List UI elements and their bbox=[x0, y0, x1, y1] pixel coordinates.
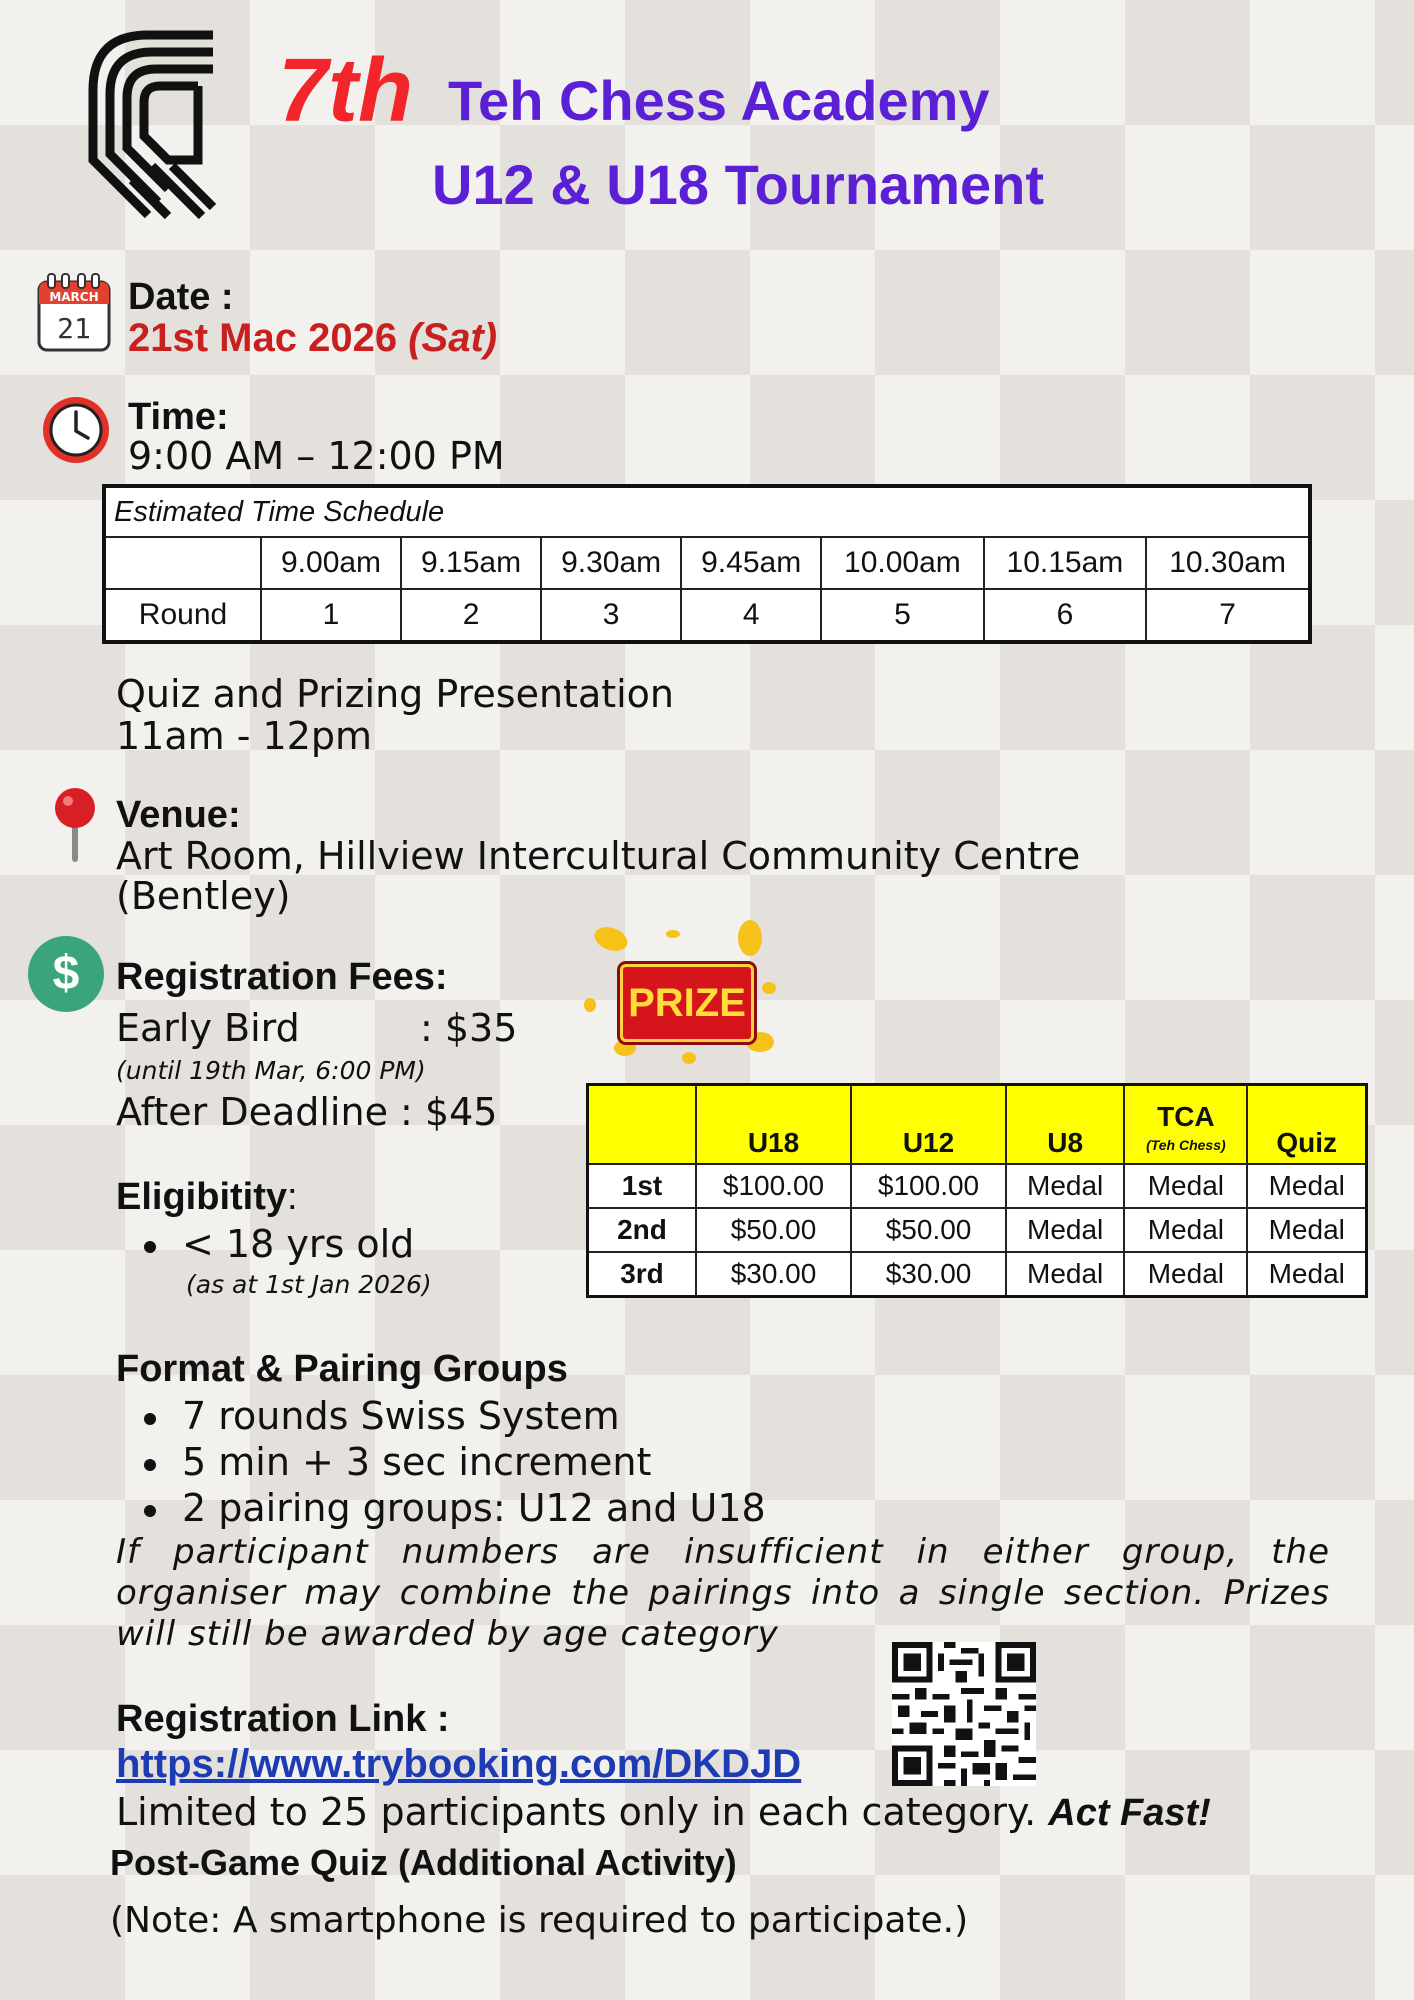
prize-badge bbox=[584, 920, 784, 1070]
prize-badge-text: PRIZE bbox=[620, 964, 754, 1042]
schedule-round-cell: 6 bbox=[984, 589, 1146, 642]
prize-table bbox=[586, 1083, 1368, 1298]
schedule-round-cell: 2 bbox=[401, 589, 541, 642]
title-line-2: U12 & U18 Tournament bbox=[432, 153, 1044, 216]
prize-cell: Medal bbox=[1006, 1208, 1124, 1252]
post-quiz-title: Post-Game Quiz (Additional Activity) bbox=[110, 1842, 737, 1883]
quiz-presentation-title: Quiz and Prizing Presentation bbox=[116, 672, 675, 716]
schedule-round-cell: 1 bbox=[261, 589, 401, 642]
format-item-text: 7 rounds Swiss System bbox=[182, 1394, 620, 1438]
prize-cell: $30.00 bbox=[851, 1252, 1006, 1297]
prize-cell: Medal bbox=[1124, 1208, 1247, 1252]
edition-number: 7th bbox=[278, 41, 413, 141]
date-label: Date : bbox=[128, 276, 234, 318]
format-item-text: 5 min + 3 sec increment bbox=[182, 1440, 652, 1484]
registration-limit-text: Limited to 25 participants only in each category. bbox=[116, 1790, 1037, 1834]
eligibility-item bbox=[144, 1222, 414, 1266]
prize-cell: $30.00 bbox=[696, 1252, 851, 1297]
gold-coin bbox=[682, 1052, 696, 1064]
prize-header-cell: U8 bbox=[1006, 1085, 1124, 1165]
schedule-time-cell: 10.15am bbox=[984, 537, 1146, 589]
registration-label: Registration Link : bbox=[116, 1698, 450, 1740]
bullet-dot bbox=[144, 1241, 156, 1253]
gold-coin bbox=[666, 930, 680, 938]
format-item bbox=[144, 1394, 620, 1438]
schedule-round-cell: 4 bbox=[681, 589, 821, 642]
prize-cell: Medal bbox=[1124, 1164, 1247, 1208]
dollar-icon: $ bbox=[28, 936, 104, 1012]
venue-line-1: Art Room, Hillview Intercultural Community Centre bbox=[116, 834, 1081, 878]
prize-header-cell: Quiz bbox=[1247, 1085, 1366, 1165]
format-item bbox=[144, 1440, 651, 1484]
prize-rank: 2nd bbox=[588, 1208, 697, 1252]
quiz-presentation-time: 11am - 12pm bbox=[116, 714, 373, 758]
schedule-table bbox=[102, 484, 1312, 644]
prize-header-corner bbox=[588, 1085, 697, 1165]
prize-cell: Medal bbox=[1247, 1252, 1366, 1297]
after-deadline-price: After Deadline : $45 bbox=[116, 1090, 498, 1134]
bullet-dot bbox=[144, 1459, 156, 1471]
schedule-time-row bbox=[104, 537, 1310, 589]
venue-line-2: (Bentley) bbox=[116, 874, 291, 918]
gold-coin bbox=[591, 923, 630, 955]
eligibility-label: Eligibitity bbox=[116, 1176, 287, 1218]
schedule-round-label: Round bbox=[104, 589, 261, 642]
academy-logo bbox=[88, 30, 218, 220]
prize-header-cell: U18 bbox=[696, 1085, 851, 1165]
gold-coin bbox=[584, 998, 596, 1012]
prize-cell: Medal bbox=[1006, 1164, 1124, 1208]
schedule-time-cell: 9.30am bbox=[541, 537, 681, 589]
schedule-time-cell: 10.00am bbox=[821, 537, 983, 589]
title-line-1: Teh Chess Academy bbox=[448, 69, 990, 132]
eligibility-note: (as at 1st Jan 2026) bbox=[186, 1270, 432, 1299]
schedule-time-cell: 10.30am bbox=[1146, 537, 1310, 589]
qr-code[interactable] bbox=[892, 1642, 1036, 1786]
prize-row bbox=[588, 1252, 1367, 1297]
time-value: 9:00 AM – 12:00 PM bbox=[128, 434, 505, 478]
registration-limit bbox=[116, 1790, 1211, 1835]
prize-cell: Medal bbox=[1006, 1252, 1124, 1297]
schedule-time-cell: 9.15am bbox=[401, 537, 541, 589]
prize-header-cell: U12 bbox=[851, 1085, 1006, 1165]
date-value bbox=[128, 316, 497, 361]
prize-row bbox=[588, 1208, 1367, 1252]
date-text: 21st Mac 2026 bbox=[128, 316, 398, 360]
bullet-dot bbox=[144, 1413, 156, 1425]
schedule-caption: Estimated Time Schedule bbox=[104, 486, 1310, 537]
clock-icon bbox=[40, 394, 112, 466]
prize-cell: $50.00 bbox=[851, 1208, 1006, 1252]
schedule-corner-cell bbox=[104, 537, 261, 589]
schedule-time-cell: 9.45am bbox=[681, 537, 821, 589]
format-item bbox=[144, 1486, 766, 1530]
eligibility-colon: : bbox=[287, 1176, 298, 1218]
eligibility-item-text: < 18 yrs old bbox=[182, 1222, 415, 1266]
early-bird-label: Early Bird bbox=[116, 1006, 300, 1050]
eligibility-heading bbox=[116, 1176, 298, 1219]
early-bird-price: : $35 bbox=[420, 1006, 518, 1050]
format-note: If participant numbers are insufficient in either group, the organiser may combine the pairings into a single section. Prizes will still be awarded by age category bbox=[116, 1532, 1330, 1654]
date-weekday: (Sat) bbox=[408, 316, 498, 360]
gold-coin bbox=[762, 982, 776, 994]
time-label: Time: bbox=[128, 396, 229, 438]
schedule-round-row bbox=[104, 589, 1310, 642]
gold-coin bbox=[738, 920, 762, 956]
tca-header-text: TCA bbox=[1157, 1101, 1215, 1132]
location-pin-icon bbox=[52, 786, 98, 864]
act-fast-text: Act Fast! bbox=[1048, 1792, 1211, 1834]
registration-link[interactable]: https://www.trybooking.com/DKDJD bbox=[116, 1742, 802, 1786]
prize-rank: 3rd bbox=[588, 1252, 697, 1297]
schedule-time-cell: 9.00am bbox=[261, 537, 401, 589]
prize-cell: $100.00 bbox=[696, 1164, 851, 1208]
fees-label: Registration Fees: bbox=[116, 956, 448, 998]
format-label: Format & Pairing Groups bbox=[116, 1348, 568, 1390]
prize-header-cell-tca bbox=[1124, 1085, 1247, 1165]
schedule-round-cell: 5 bbox=[821, 589, 983, 642]
schedule-round-cell: 3 bbox=[541, 589, 681, 642]
calendar-day-text: 21 bbox=[57, 312, 91, 345]
prize-cell: $50.00 bbox=[696, 1208, 851, 1252]
prize-cell: $100.00 bbox=[851, 1164, 1006, 1208]
calendar-month-text: MARCH bbox=[49, 290, 99, 304]
schedule-round-cell: 7 bbox=[1146, 589, 1310, 642]
prize-cell: Medal bbox=[1124, 1252, 1247, 1297]
prize-row bbox=[588, 1164, 1367, 1208]
early-bird-deadline: (until 19th Mar, 6:00 PM) bbox=[116, 1056, 426, 1085]
gold-coin bbox=[614, 1040, 636, 1056]
prize-cell: Medal bbox=[1247, 1164, 1366, 1208]
bullet-dot bbox=[144, 1505, 156, 1517]
venue-label: Venue: bbox=[116, 794, 241, 836]
format-item-text: 2 pairing groups: U12 and U18 bbox=[182, 1486, 766, 1530]
tca-header-sub: (Teh Chess) bbox=[1146, 1137, 1226, 1153]
schedule-caption-row bbox=[104, 486, 1310, 537]
prize-header-row bbox=[588, 1085, 1367, 1165]
calendar-icon bbox=[36, 272, 112, 354]
post-quiz-note: (Note: A smartphone is required to participate.) bbox=[110, 1900, 969, 1941]
prize-cell: Medal bbox=[1247, 1208, 1366, 1252]
prize-rank: 1st bbox=[588, 1164, 697, 1208]
